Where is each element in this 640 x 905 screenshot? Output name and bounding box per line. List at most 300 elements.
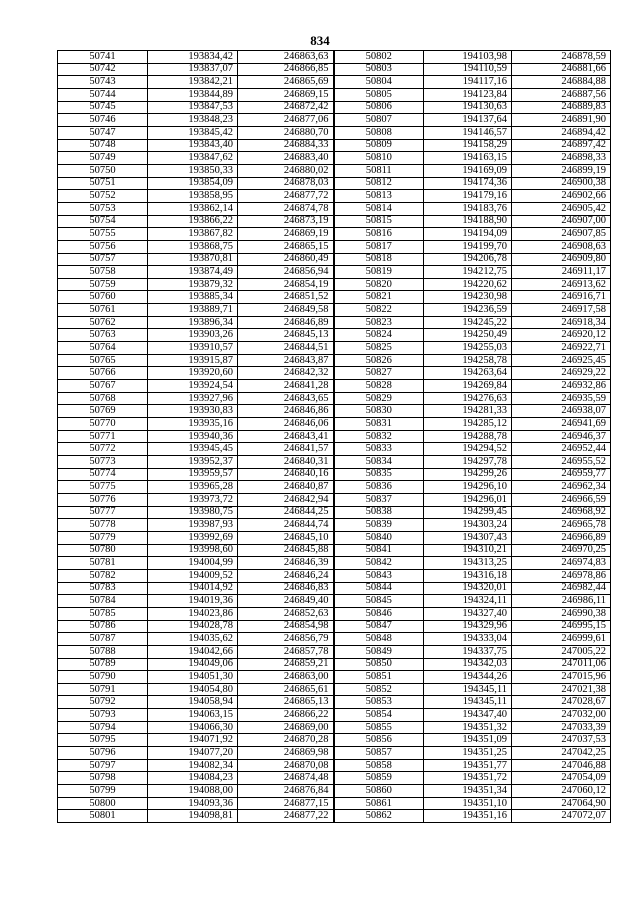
point-number-cell: 50774 xyxy=(58,468,148,481)
x-coordinate-cell: 194158,29 xyxy=(424,139,512,152)
x-coordinate-cell: 193992,69 xyxy=(148,531,238,544)
y-coordinate-cell: 246918,34 xyxy=(512,316,611,329)
x-coordinate-cell: 194137,64 xyxy=(424,114,512,127)
x-coordinate-cell: 193980,75 xyxy=(148,506,238,519)
x-coordinate-cell: 193924,54 xyxy=(148,380,238,393)
y-coordinate-cell: 246846,39 xyxy=(238,557,334,570)
y-coordinate-cell: 246844,74 xyxy=(238,519,334,532)
y-coordinate-cell: 246966,59 xyxy=(512,493,611,506)
point-number-cell: 50800 xyxy=(58,797,148,810)
x-coordinate-cell: 194351,32 xyxy=(424,721,512,734)
x-coordinate-cell: 193844,89 xyxy=(148,88,238,101)
point-number-cell: 50823 xyxy=(334,316,424,329)
y-coordinate-cell: 246865,61 xyxy=(238,683,334,696)
x-coordinate-cell: 193845,42 xyxy=(148,126,238,139)
x-coordinate-cell: 194285,12 xyxy=(424,418,512,431)
point-number-cell: 50792 xyxy=(58,696,148,709)
y-coordinate-cell: 246970,25 xyxy=(512,544,611,557)
table-row xyxy=(58,291,611,304)
y-coordinate-cell: 246846,06 xyxy=(238,418,334,431)
point-number-cell: 50852 xyxy=(334,683,424,696)
y-coordinate-cell: 246854,98 xyxy=(238,620,334,633)
y-coordinate-cell: 246897,42 xyxy=(512,139,611,152)
x-coordinate-cell: 194194,09 xyxy=(424,228,512,241)
y-coordinate-cell: 246907,00 xyxy=(512,215,611,228)
table-row xyxy=(58,367,611,380)
y-coordinate-cell: 246876,84 xyxy=(238,785,334,798)
y-coordinate-cell: 246869,19 xyxy=(238,228,334,241)
y-coordinate-cell: 247028,67 xyxy=(512,696,611,709)
point-number-cell: 50773 xyxy=(58,456,148,469)
y-coordinate-cell: 246865,13 xyxy=(238,696,334,709)
point-number-cell: 50795 xyxy=(58,734,148,747)
coordinates-table xyxy=(57,50,611,823)
x-coordinate-cell: 193837,07 xyxy=(148,63,238,76)
point-number-cell: 50855 xyxy=(334,721,424,734)
x-coordinate-cell: 194351,77 xyxy=(424,759,512,772)
table-row xyxy=(58,607,611,620)
x-coordinate-cell: 193935,16 xyxy=(148,418,238,431)
table-row xyxy=(58,76,611,89)
point-number-cell: 50820 xyxy=(334,278,424,291)
y-coordinate-cell: 246932,86 xyxy=(512,380,611,393)
x-coordinate-cell: 194230,98 xyxy=(424,291,512,304)
y-coordinate-cell: 247042,25 xyxy=(512,747,611,760)
x-coordinate-cell: 193910,57 xyxy=(148,342,238,355)
y-coordinate-cell: 246874,78 xyxy=(238,202,334,215)
x-coordinate-cell: 194098,81 xyxy=(148,810,238,823)
y-coordinate-cell: 246859,21 xyxy=(238,658,334,671)
table-row xyxy=(58,696,611,709)
table-row xyxy=(58,418,611,431)
table-row xyxy=(58,785,611,798)
x-coordinate-cell: 193945,45 xyxy=(148,443,238,456)
y-coordinate-cell: 246854,19 xyxy=(238,278,334,291)
y-coordinate-cell: 246941,69 xyxy=(512,418,611,431)
x-coordinate-cell: 194316,18 xyxy=(424,569,512,582)
x-coordinate-cell: 193927,96 xyxy=(148,392,238,405)
point-number-cell: 50805 xyxy=(334,88,424,101)
point-number-cell: 50802 xyxy=(334,51,424,64)
point-number-cell: 50808 xyxy=(334,126,424,139)
table-row xyxy=(58,266,611,279)
point-number-cell: 50846 xyxy=(334,607,424,620)
x-coordinate-cell: 193868,75 xyxy=(148,240,238,253)
point-number-cell: 50856 xyxy=(334,734,424,747)
x-coordinate-cell: 193874,49 xyxy=(148,266,238,279)
table-row xyxy=(58,658,611,671)
x-coordinate-cell: 194276,63 xyxy=(424,392,512,405)
y-coordinate-cell: 246841,28 xyxy=(238,380,334,393)
y-coordinate-cell: 246913,62 xyxy=(512,278,611,291)
table-row xyxy=(58,734,611,747)
point-number-cell: 50760 xyxy=(58,291,148,304)
point-number-cell: 50758 xyxy=(58,266,148,279)
x-coordinate-cell: 194071,92 xyxy=(148,734,238,747)
table-row xyxy=(58,228,611,241)
table-row xyxy=(58,645,611,658)
table-row xyxy=(58,595,611,608)
x-coordinate-cell: 194299,45 xyxy=(424,506,512,519)
x-coordinate-cell: 194337,75 xyxy=(424,645,512,658)
y-coordinate-cell: 246986,11 xyxy=(512,595,611,608)
x-coordinate-cell: 194310,21 xyxy=(424,544,512,557)
y-coordinate-cell: 246990,38 xyxy=(512,607,611,620)
y-coordinate-cell: 246863,00 xyxy=(238,671,334,684)
y-coordinate-cell: 246965,78 xyxy=(512,519,611,532)
x-coordinate-cell: 194110,59 xyxy=(424,63,512,76)
x-coordinate-cell: 193842,21 xyxy=(148,76,238,89)
x-coordinate-cell: 194028,78 xyxy=(148,620,238,633)
point-number-cell: 50819 xyxy=(334,266,424,279)
point-number-cell: 50837 xyxy=(334,493,424,506)
y-coordinate-cell: 246843,65 xyxy=(238,392,334,405)
point-number-cell: 50814 xyxy=(334,202,424,215)
x-coordinate-cell: 193930,83 xyxy=(148,405,238,418)
y-coordinate-cell: 246900,38 xyxy=(512,177,611,190)
y-coordinate-cell: 246938,07 xyxy=(512,405,611,418)
point-number-cell: 50816 xyxy=(334,228,424,241)
point-number-cell: 50750 xyxy=(58,164,148,177)
y-coordinate-cell: 247005,22 xyxy=(512,645,611,658)
table-row xyxy=(58,721,611,734)
point-number-cell: 50832 xyxy=(334,430,424,443)
y-coordinate-cell: 246865,69 xyxy=(238,76,334,89)
y-coordinate-cell: 246874,48 xyxy=(238,772,334,785)
y-coordinate-cell: 246869,98 xyxy=(238,747,334,760)
point-number-cell: 50771 xyxy=(58,430,148,443)
x-coordinate-cell: 194179,16 xyxy=(424,190,512,203)
table-row xyxy=(58,683,611,696)
point-number-cell: 50818 xyxy=(334,253,424,266)
table-row xyxy=(58,215,611,228)
table-row xyxy=(58,443,611,456)
y-coordinate-cell: 246843,41 xyxy=(238,430,334,443)
y-coordinate-cell: 246866,22 xyxy=(238,709,334,722)
x-coordinate-cell: 194117,16 xyxy=(424,76,512,89)
point-number-cell: 50766 xyxy=(58,367,148,380)
x-coordinate-cell: 194250,49 xyxy=(424,329,512,342)
point-number-cell: 50796 xyxy=(58,747,148,760)
x-coordinate-cell: 194307,43 xyxy=(424,531,512,544)
x-coordinate-cell: 194169,09 xyxy=(424,164,512,177)
y-coordinate-cell: 246917,58 xyxy=(512,304,611,317)
x-coordinate-cell: 194281,33 xyxy=(424,405,512,418)
x-coordinate-cell: 193834,42 xyxy=(148,51,238,64)
y-coordinate-cell: 247032,00 xyxy=(512,709,611,722)
x-coordinate-cell: 194342,03 xyxy=(424,658,512,671)
y-coordinate-cell: 246840,87 xyxy=(238,481,334,494)
x-coordinate-cell: 194082,34 xyxy=(148,759,238,772)
x-coordinate-cell: 194123,84 xyxy=(424,88,512,101)
point-number-cell: 50860 xyxy=(334,785,424,798)
y-coordinate-cell: 246905,42 xyxy=(512,202,611,215)
y-coordinate-cell: 246909,80 xyxy=(512,253,611,266)
point-number-cell: 50848 xyxy=(334,633,424,646)
point-number-cell: 50824 xyxy=(334,329,424,342)
x-coordinate-cell: 194297,78 xyxy=(424,456,512,469)
point-number-cell: 50857 xyxy=(334,747,424,760)
y-coordinate-cell: 246840,16 xyxy=(238,468,334,481)
point-number-cell: 50840 xyxy=(334,531,424,544)
point-number-cell: 50813 xyxy=(334,190,424,203)
x-coordinate-cell: 193885,34 xyxy=(148,291,238,304)
x-coordinate-cell: 194258,78 xyxy=(424,354,512,367)
point-number-cell: 50775 xyxy=(58,481,148,494)
x-coordinate-cell: 193862,14 xyxy=(148,202,238,215)
x-coordinate-cell: 194327,40 xyxy=(424,607,512,620)
point-number-cell: 50780 xyxy=(58,544,148,557)
point-number-cell: 50779 xyxy=(58,531,148,544)
point-number-cell: 50825 xyxy=(334,342,424,355)
x-coordinate-cell: 194299,26 xyxy=(424,468,512,481)
y-coordinate-cell: 247072,07 xyxy=(512,810,611,823)
y-coordinate-cell: 246884,88 xyxy=(512,76,611,89)
x-coordinate-cell: 193858,95 xyxy=(148,190,238,203)
x-coordinate-cell: 194051,30 xyxy=(148,671,238,684)
x-coordinate-cell: 193965,28 xyxy=(148,481,238,494)
x-coordinate-cell: 194206,78 xyxy=(424,253,512,266)
x-coordinate-cell: 194063,15 xyxy=(148,709,238,722)
table-row xyxy=(58,810,611,823)
table-row xyxy=(58,63,611,76)
point-number-cell: 50827 xyxy=(334,367,424,380)
table-row xyxy=(58,202,611,215)
y-coordinate-cell: 247064,90 xyxy=(512,797,611,810)
table-row xyxy=(58,114,611,127)
y-coordinate-cell: 246865,15 xyxy=(238,240,334,253)
x-coordinate-cell: 194042,66 xyxy=(148,645,238,658)
y-coordinate-cell: 246840,31 xyxy=(238,456,334,469)
point-number-cell: 50801 xyxy=(58,810,148,823)
y-coordinate-cell: 246846,86 xyxy=(238,405,334,418)
point-number-cell: 50799 xyxy=(58,785,148,798)
point-number-cell: 50858 xyxy=(334,759,424,772)
point-number-cell: 50755 xyxy=(58,228,148,241)
x-coordinate-cell: 194288,78 xyxy=(424,430,512,443)
point-number-cell: 50785 xyxy=(58,607,148,620)
x-coordinate-cell: 194351,34 xyxy=(424,785,512,798)
point-number-cell: 50834 xyxy=(334,456,424,469)
y-coordinate-cell: 246845,10 xyxy=(238,531,334,544)
point-number-cell: 50772 xyxy=(58,443,148,456)
table-row xyxy=(58,278,611,291)
point-number-cell: 50841 xyxy=(334,544,424,557)
point-number-cell: 50767 xyxy=(58,380,148,393)
y-coordinate-cell: 246891,90 xyxy=(512,114,611,127)
y-coordinate-cell: 246843,87 xyxy=(238,354,334,367)
point-number-cell: 50794 xyxy=(58,721,148,734)
table-row xyxy=(58,797,611,810)
y-coordinate-cell: 246894,42 xyxy=(512,126,611,139)
x-coordinate-cell: 194324,11 xyxy=(424,595,512,608)
y-coordinate-cell: 246870,08 xyxy=(238,759,334,772)
x-coordinate-cell: 193920,60 xyxy=(148,367,238,380)
table-row xyxy=(58,493,611,506)
y-coordinate-cell: 246968,92 xyxy=(512,506,611,519)
x-coordinate-cell: 194084,23 xyxy=(148,772,238,785)
point-number-cell: 50742 xyxy=(58,63,148,76)
y-coordinate-cell: 246869,15 xyxy=(238,88,334,101)
x-coordinate-cell: 193998,60 xyxy=(148,544,238,557)
point-number-cell: 50842 xyxy=(334,557,424,570)
table-row xyxy=(58,316,611,329)
x-coordinate-cell: 194004,99 xyxy=(148,557,238,570)
x-coordinate-cell: 194077,20 xyxy=(148,747,238,760)
y-coordinate-cell: 246878,59 xyxy=(512,51,611,64)
point-number-cell: 50778 xyxy=(58,519,148,532)
table-row xyxy=(58,101,611,114)
x-coordinate-cell: 193866,22 xyxy=(148,215,238,228)
point-number-cell: 50770 xyxy=(58,418,148,431)
y-coordinate-cell: 246877,72 xyxy=(238,190,334,203)
x-coordinate-cell: 193870,81 xyxy=(148,253,238,266)
x-coordinate-cell: 194344,26 xyxy=(424,671,512,684)
x-coordinate-cell: 194263,64 xyxy=(424,367,512,380)
y-coordinate-cell: 246878,03 xyxy=(238,177,334,190)
x-coordinate-cell: 193847,53 xyxy=(148,101,238,114)
point-number-cell: 50829 xyxy=(334,392,424,405)
x-coordinate-cell: 194236,59 xyxy=(424,304,512,317)
x-coordinate-cell: 194220,62 xyxy=(424,278,512,291)
y-coordinate-cell: 246877,15 xyxy=(238,797,334,810)
x-coordinate-cell: 194014,92 xyxy=(148,582,238,595)
y-coordinate-cell: 246952,44 xyxy=(512,443,611,456)
point-number-cell: 50843 xyxy=(334,569,424,582)
y-coordinate-cell: 246842,94 xyxy=(238,493,334,506)
y-coordinate-cell: 246925,45 xyxy=(512,354,611,367)
y-coordinate-cell: 246844,25 xyxy=(238,506,334,519)
point-number-cell: 50806 xyxy=(334,101,424,114)
x-coordinate-cell: 194093,36 xyxy=(148,797,238,810)
table-row xyxy=(58,633,611,646)
table-row xyxy=(58,582,611,595)
x-coordinate-cell: 193854,09 xyxy=(148,177,238,190)
y-coordinate-cell: 246929,22 xyxy=(512,367,611,380)
y-coordinate-cell: 246974,83 xyxy=(512,557,611,570)
point-number-cell: 50798 xyxy=(58,772,148,785)
table-row xyxy=(58,747,611,760)
x-coordinate-cell: 193867,82 xyxy=(148,228,238,241)
x-coordinate-cell: 194212,75 xyxy=(424,266,512,279)
y-coordinate-cell: 246881,66 xyxy=(512,63,611,76)
x-coordinate-cell: 194049,06 xyxy=(148,658,238,671)
point-number-cell: 50811 xyxy=(334,164,424,177)
point-number-cell: 50788 xyxy=(58,645,148,658)
table-row xyxy=(58,329,611,342)
table-row xyxy=(58,569,611,582)
x-coordinate-cell: 194163,15 xyxy=(424,152,512,165)
x-coordinate-cell: 194058,94 xyxy=(148,696,238,709)
table-row xyxy=(58,392,611,405)
x-coordinate-cell: 194296,10 xyxy=(424,481,512,494)
y-coordinate-cell: 246935,59 xyxy=(512,392,611,405)
x-coordinate-cell: 194351,16 xyxy=(424,810,512,823)
point-number-cell: 50743 xyxy=(58,76,148,89)
point-number-cell: 50777 xyxy=(58,506,148,519)
table-row xyxy=(58,164,611,177)
y-coordinate-cell: 246856,79 xyxy=(238,633,334,646)
table-row xyxy=(58,519,611,532)
point-number-cell: 50797 xyxy=(58,759,148,772)
coordinates-table-body xyxy=(58,51,611,823)
x-coordinate-cell: 194351,09 xyxy=(424,734,512,747)
point-number-cell: 50762 xyxy=(58,316,148,329)
point-number-cell: 50746 xyxy=(58,114,148,127)
point-number-cell: 50764 xyxy=(58,342,148,355)
y-coordinate-cell: 246962,34 xyxy=(512,481,611,494)
x-coordinate-cell: 194345,11 xyxy=(424,683,512,696)
x-coordinate-cell: 194019,36 xyxy=(148,595,238,608)
y-coordinate-cell: 246959,77 xyxy=(512,468,611,481)
page-number: 834 xyxy=(310,33,330,48)
y-coordinate-cell: 246995,15 xyxy=(512,620,611,633)
table-row xyxy=(58,531,611,544)
y-coordinate-cell: 246872,42 xyxy=(238,101,334,114)
x-coordinate-cell: 193889,71 xyxy=(148,304,238,317)
point-number-cell: 50851 xyxy=(334,671,424,684)
x-coordinate-cell: 194313,25 xyxy=(424,557,512,570)
x-coordinate-cell: 194245,22 xyxy=(424,316,512,329)
y-coordinate-cell: 246844,51 xyxy=(238,342,334,355)
y-coordinate-cell: 246869,00 xyxy=(238,721,334,734)
point-number-cell: 50803 xyxy=(334,63,424,76)
point-number-cell: 50809 xyxy=(334,139,424,152)
point-number-cell: 50828 xyxy=(334,380,424,393)
y-coordinate-cell: 246880,70 xyxy=(238,126,334,139)
table-row xyxy=(58,430,611,443)
point-number-cell: 50853 xyxy=(334,696,424,709)
table-row xyxy=(58,380,611,393)
point-number-cell: 50744 xyxy=(58,88,148,101)
x-coordinate-cell: 193952,37 xyxy=(148,456,238,469)
point-number-cell: 50741 xyxy=(58,51,148,64)
x-coordinate-cell: 193843,40 xyxy=(148,139,238,152)
x-coordinate-cell: 193847,62 xyxy=(148,152,238,165)
point-number-cell: 50815 xyxy=(334,215,424,228)
table-row xyxy=(58,544,611,557)
table-row xyxy=(58,772,611,785)
point-number-cell: 50790 xyxy=(58,671,148,684)
x-coordinate-cell: 194333,04 xyxy=(424,633,512,646)
point-number-cell: 50844 xyxy=(334,582,424,595)
point-number-cell: 50782 xyxy=(58,569,148,582)
point-number-cell: 50786 xyxy=(58,620,148,633)
y-coordinate-cell: 246877,06 xyxy=(238,114,334,127)
point-number-cell: 50854 xyxy=(334,709,424,722)
point-number-cell: 50793 xyxy=(58,709,148,722)
table-row xyxy=(58,304,611,317)
x-coordinate-cell: 194066,30 xyxy=(148,721,238,734)
y-coordinate-cell: 246877,22 xyxy=(238,810,334,823)
x-coordinate-cell: 193973,72 xyxy=(148,493,238,506)
y-coordinate-cell: 246845,13 xyxy=(238,329,334,342)
point-number-cell: 50787 xyxy=(58,633,148,646)
x-coordinate-cell: 194320,01 xyxy=(424,582,512,595)
point-number-cell: 50769 xyxy=(58,405,148,418)
table-row xyxy=(58,342,611,355)
y-coordinate-cell: 246978,86 xyxy=(512,569,611,582)
point-number-cell: 50861 xyxy=(334,797,424,810)
point-number-cell: 50849 xyxy=(334,645,424,658)
y-coordinate-cell: 246841,57 xyxy=(238,443,334,456)
x-coordinate-cell: 194188,90 xyxy=(424,215,512,228)
table-row xyxy=(58,671,611,684)
point-number-cell: 50831 xyxy=(334,418,424,431)
x-coordinate-cell: 194294,52 xyxy=(424,443,512,456)
y-coordinate-cell: 246908,63 xyxy=(512,240,611,253)
y-coordinate-cell: 246911,17 xyxy=(512,266,611,279)
